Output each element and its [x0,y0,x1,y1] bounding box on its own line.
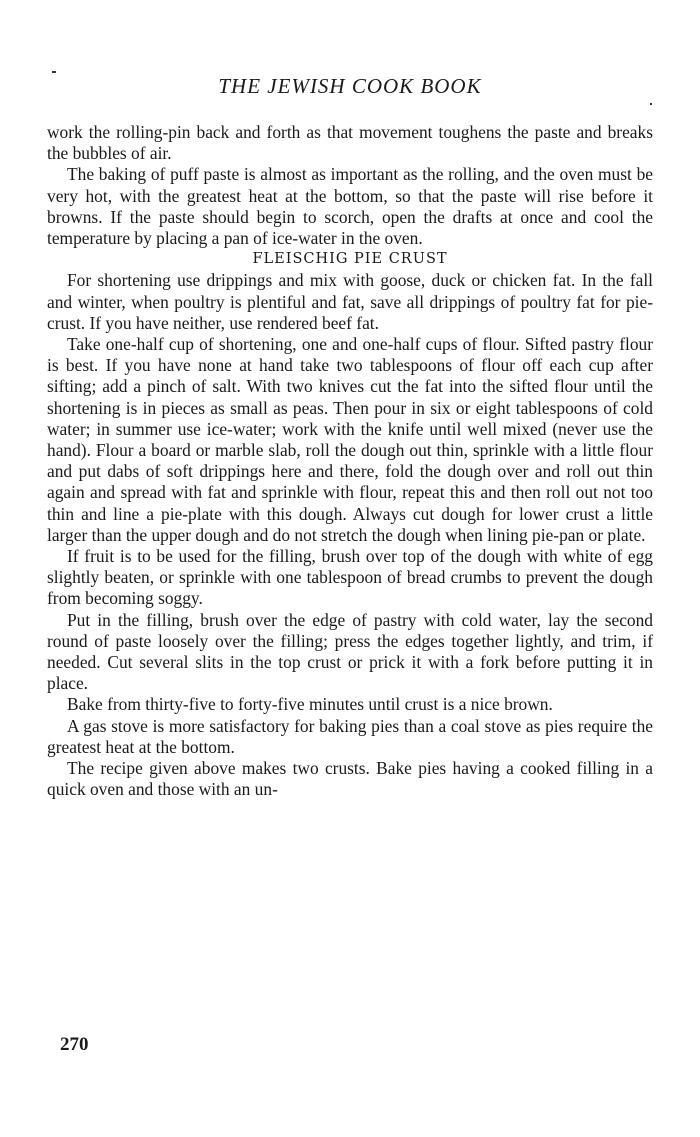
print-speck [650,103,652,105]
paragraph-fruit-filling: If fruit is to be used for the filling, brush over top of the dough with white of egg slightly beaten, or sprinkle with one tablespoon of bread crumbs to prevent the dough from becoming soggy. [47,546,653,609]
section-heading: FLEISCHIG PIE CRUST [252,251,448,268]
paragraph-gas-stove: A gas stove is more satisfactory for baking pies than a coal stove as pies require the greatest heat at the bottom. [47,715,653,757]
paragraph-continued: work the rolling-pin back and forth as that movement toughens the paste and breaks the bubbles of air. [47,122,653,164]
page-number: 270 [60,1034,89,1055]
paragraph-puff-paste-baking: The baking of puff paste is almost as important as the rolling, and the oven must be very hot, with the greatest heat at the bottom, so that the paste will rise before it browns. If the paste should begin to scorch, open the drafts at once and cool the temperature by placing a pan of ice-water in the oven. [47,164,653,249]
page-body [47,122,653,801]
paragraph-two-crusts: The recipe given above makes two crusts. Bake pies having a cooked filling in a quick oven and those with an un- [47,758,653,800]
print-speck [52,71,56,73]
paragraph-baking-time: Bake from thirty-five to forty-five minutes until crust is a nice brown. [67,694,553,715]
running-head: THE JEWISH COOK BOOK [218,74,482,98]
paragraph-filling-top-crust: Put in the filling, brush over the edge of pastry with cold water, lay the second round of paste loosely over the filling; press the edges together lightly, and trim, if needed. Cut several slits in the top crust or prick it with a fork before putting it in place. [47,609,653,694]
paragraph-shortening: For shortening use drippings and mix with goose, duck or chicken fat. In the fall and winter, when poultry is plentiful and fat, save all drippings of poultry fat for pie-crust. If you have neither, use rendered beef fat. [47,270,653,333]
paragraph-recipe-method: Take one-half cup of shortening, one and one-half cups of flour. Sifted pastry flour is best. If you have none at hand take two tablespoons of flour off each cup after sifting; add a pinch of salt. With two knives cut the fat into the sifted flour until the shortening is in pieces as small as peas. Then pour in six or eight tablespoons of cold water; in summer use ice-water; work with the knife until well mixed (never use the hand). Flour a board or marble slab, roll the dough out thin, sprinkle with a little flour and put dabs of soft drippings here and there, fold the dough over and roll out thin again and spread with fat and sprinkle with flour, repeat this and then roll out not too thin and line a pie-plate with this dough. Always cut dough for lower crust a little larger than the upper dough and do not stretch the dough when lining pie-pan or plate. [47,334,653,545]
